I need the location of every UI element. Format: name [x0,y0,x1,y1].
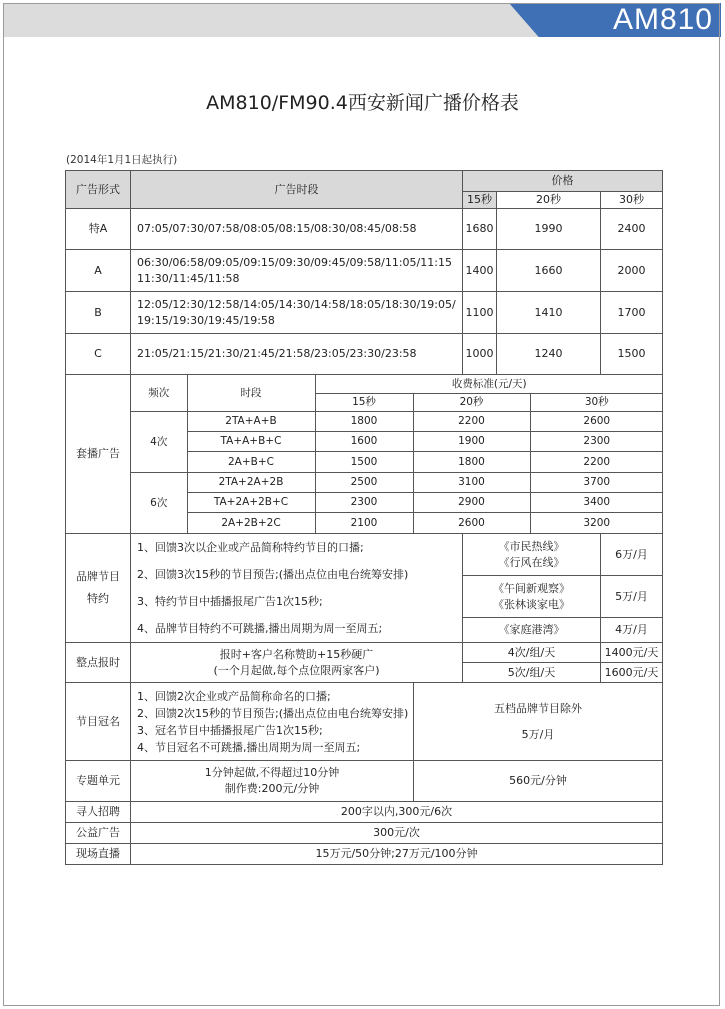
slot-cell: TA+2A+2B+C [187,492,315,512]
brand-row [66,534,663,576]
table-row [66,209,663,250]
price-15s: 1500 [315,451,413,472]
price-15s: 1000 [463,334,497,375]
head-30s: 30秒 [530,393,663,411]
row-times: 12:05/12:30/12:58/14:05/14:30/14:58/18:05/18:30/19:05/ 19:15/19:30/19:45/19:58 [131,292,463,334]
price-15s: 2300 [315,492,413,512]
row-label: 公益广告 [66,823,131,844]
table-row [131,411,663,431]
naming-row [66,683,663,761]
naming-price: 五档品牌节目除外 5万/月 [414,683,663,761]
package-section [66,375,663,534]
slot-cell: 2A+2B+2C [187,512,315,533]
row-name: C [66,334,131,375]
price-20s: 1990 [497,209,601,250]
price-30s: 2000 [601,250,663,292]
price-table [65,170,663,865]
row-value: 300元/次 [131,823,663,844]
freq-cell: 6次 [131,472,187,533]
slot-cell: TA+A+B+C [187,431,315,451]
special-row [66,761,663,802]
naming-label: 节目冠名 [66,683,131,761]
slot-cell: 2A+B+C [187,451,315,472]
head-slot: 时段 [187,375,315,411]
head-freq: 频次 [131,375,187,411]
table-row [66,823,663,844]
row-label: 现场直播 [66,844,131,865]
table-row [131,431,663,451]
brand-program: 《市民热线》 《行风在线》 [463,534,601,576]
price-30s: 2600 [530,411,663,431]
brand-price: 4万/月 [601,618,663,643]
head-15s: 15秒 [463,192,497,209]
slot-cell: 2TA+2A+2B [187,472,315,492]
table-row [131,451,663,472]
row-name: B [66,292,131,334]
row-name: 特A [66,209,131,250]
row-times: 07:05/07:30/07:58/08:05/08:15/08:30/08:45/08:58 [131,209,463,250]
price-30s: 1700 [601,292,663,334]
head-price: 价格 [463,171,663,192]
price-30s: 2300 [530,431,663,451]
price-30s: 1500 [601,334,663,375]
price-30s: 3700 [530,472,663,492]
brand-label: 品牌节目 特约 [66,534,131,643]
hourly-price: 1600元/天 [601,663,663,683]
hourly-freq: 4次/组/天 [463,643,601,663]
row-value: 15万元/50分钟;27万元/100分钟 [131,844,663,865]
brand-program: 《家庭港湾》 [463,618,601,643]
price-20s: 2200 [413,411,530,431]
effective-date: (2014年1月1日起执行) [66,154,178,166]
table-row [131,472,663,492]
package-cell [131,375,663,534]
naming-terms: 1、回馈2次企业或产品简称命名的口播; 2、回馈2次15秒的节目预告;(播出点位由电台统筹安排) 3、冠名节目中插播报尾广告1次15秒; 4、节目冠名不可跳播,播出周期为周一至周五; [131,683,414,761]
price-15s: 1800 [315,411,413,431]
table-row [66,334,663,375]
table-row [66,802,663,823]
table-row [131,512,663,533]
hourly-price: 1400元/天 [601,643,663,663]
special-label: 专题单元 [66,761,131,802]
table-row [66,250,663,292]
price-15s: 1100 [463,292,497,334]
price-20s: 1660 [497,250,601,292]
hourly-label: 整点报时 [66,643,131,683]
price-20s: 2600 [413,512,530,533]
head-20s: 20秒 [497,192,601,209]
hourly-row [66,643,663,663]
price-15s: 2100 [315,512,413,533]
price-30s: 2200 [530,451,663,472]
special-desc: 1分钟起做,不得超过10分钟 制作费:200元/分钟 [131,761,414,802]
table-row [66,844,663,865]
slot-cell: 2TA+A+B [187,411,315,431]
row-value: 200字以内,300元/6次 [131,802,663,823]
row-label: 寻人招聘 [66,802,131,823]
brand-price: 5万/月 [601,576,663,618]
head-period: 广告时段 [131,171,463,209]
package-label: 套播广告 [66,375,131,534]
brand-price: 6万/月 [601,534,663,576]
head-30s: 30秒 [601,192,663,209]
row-times: 21:05/21:15/21:30/21:45/21:58/23:05/23:30/23:58 [131,334,463,375]
price-15s: 2500 [315,472,413,492]
page-title: AM810/FM90.4西安新闻广播价格表 [206,92,519,114]
price-30s: 3400 [530,492,663,512]
brand-badge: AM810 [612,3,713,36]
price-15s: 1680 [463,209,497,250]
brand-terms: 1、回馈3次以企业或产品简称特约节目的口播; 2、回馈3次15秒的节目预告;(播出点位由电台统筹安排) 3、特约节目中插播报尾广告1次15秒; 4、品牌节目特约不可跳播,播出周期为周一至周五; [131,534,463,643]
head-fee: 收费标准(元/天) [315,375,663,393]
row-times: 06:30/06:58/09:05/09:15/09:30/09:45/09:58/11:05/11:15 11:30/11:45/11:58 [131,250,463,292]
price-30s: 3200 [530,512,663,533]
freq-cell: 4次 [131,411,187,472]
price-20s: 1800 [413,451,530,472]
hourly-freq: 5次/组/天 [463,663,601,683]
head-form: 广告形式 [66,171,131,209]
table-row [131,492,663,512]
hourly-desc: 报时+客户名称赞助+15秒硬广 (一个月起做,每个点位限两家客户) [131,643,463,683]
row-name: A [66,250,131,292]
price-20s: 1240 [497,334,601,375]
price-20s: 3100 [413,472,530,492]
package-table [131,375,663,533]
price-20s: 2900 [413,492,530,512]
price-15s: 1600 [315,431,413,451]
price-30s: 2400 [601,209,663,250]
table-row [66,292,663,334]
price-20s: 1900 [413,431,530,451]
head-15s: 15秒 [315,393,413,411]
head-20s: 20秒 [413,393,530,411]
special-price: 560元/分钟 [414,761,663,802]
price-20s: 1410 [497,292,601,334]
brand-program: 《午间新观察》 《张林谈家电》 [463,576,601,618]
price-15s: 1400 [463,250,497,292]
